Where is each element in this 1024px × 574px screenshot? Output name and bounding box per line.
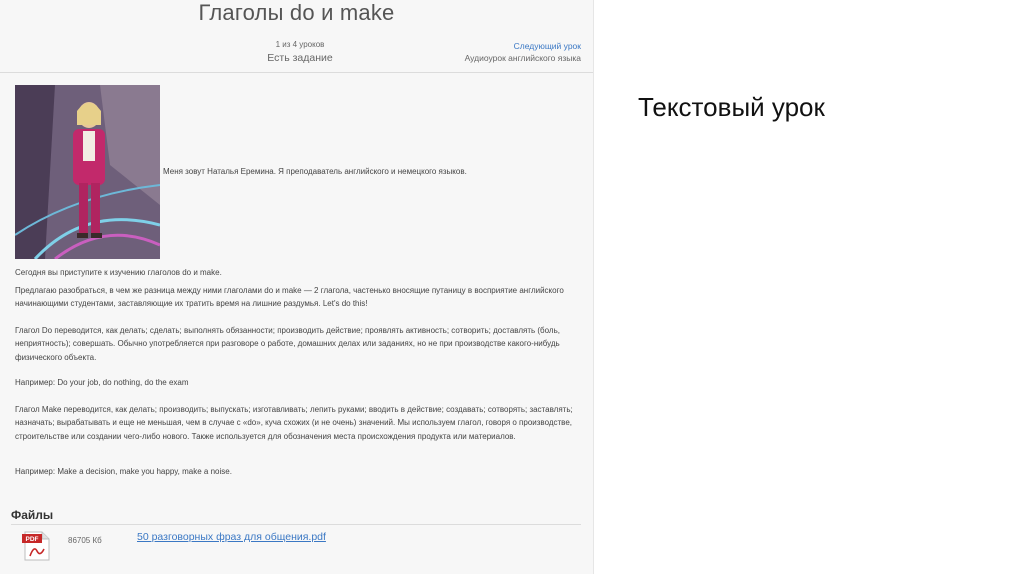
files-divider [11,524,581,525]
slide-caption: Текстовый урок [638,92,825,122]
lesson-paragraph: Например: Do your job, do nothing, do the exam [15,378,189,387]
pdf-icon-label: PDF [25,536,39,543]
files-heading: Файлы [11,508,54,522]
teacher-intro: Меня зовут Наталья Еремина. Я преподаватель английского и немецкого языков. [163,167,467,176]
header-divider [0,72,593,73]
lesson-paragraph: Например: Make a decision, make you happy, make a noise. [15,467,232,476]
lesson-paragraph: Предлагаю разобраться, в чем же разница между ними глаголами do и make — 2 глагола, частенько вносящие путаницу в восприятие английского начинающими студентами, заставляющие их тратить время на лишние раздумья. Let's do this! [15,286,564,309]
next-lesson-link[interactable]: Следующий урок [513,41,581,51]
lesson-paragraph: Глагол Do переводится, как делать; сделать; выполнять обязанности; производить действие; проявлять активность; сотворить; доставлять (боль, неприятность); совершать. Обычно употребляется при разговоре о работе, домашних делах или заданиях, но не при производстве какого-нибудь физического объекта. [15,326,560,362]
lesson-counter: 1 из 4 уроков [275,40,325,49]
task-label: Есть задание [267,52,333,64]
file-download-link[interactable]: 50 разговорных фраз для общения.pdf [137,531,326,543]
pdf-file-icon[interactable] [22,531,52,561]
lesson-paragraph: Сегодня вы приступите к изучению глаголов do и make. [15,268,222,277]
lesson-title: Глаголы do и make [198,0,395,25]
teacher-photo [15,85,160,259]
file-size: 86705 Кб [68,536,102,545]
lesson-paragraph: Глагол Make переводится, как делать; производить; выпускать; изготавливать; лепить руками; вводить в действие; создавать; сотворять; заставлять; назначать; вырабатывать и еще не меньшая, чем в случае с «do», куча схожих (и не очень) значений. Мы используем глагол, говоря о производстве, строительстве или создании чего-либо нового. Также используется для обозначения места происхождения продукта или материалов. [15,405,573,441]
lesson-type-label: Аудиоурок английского языка [464,53,581,63]
